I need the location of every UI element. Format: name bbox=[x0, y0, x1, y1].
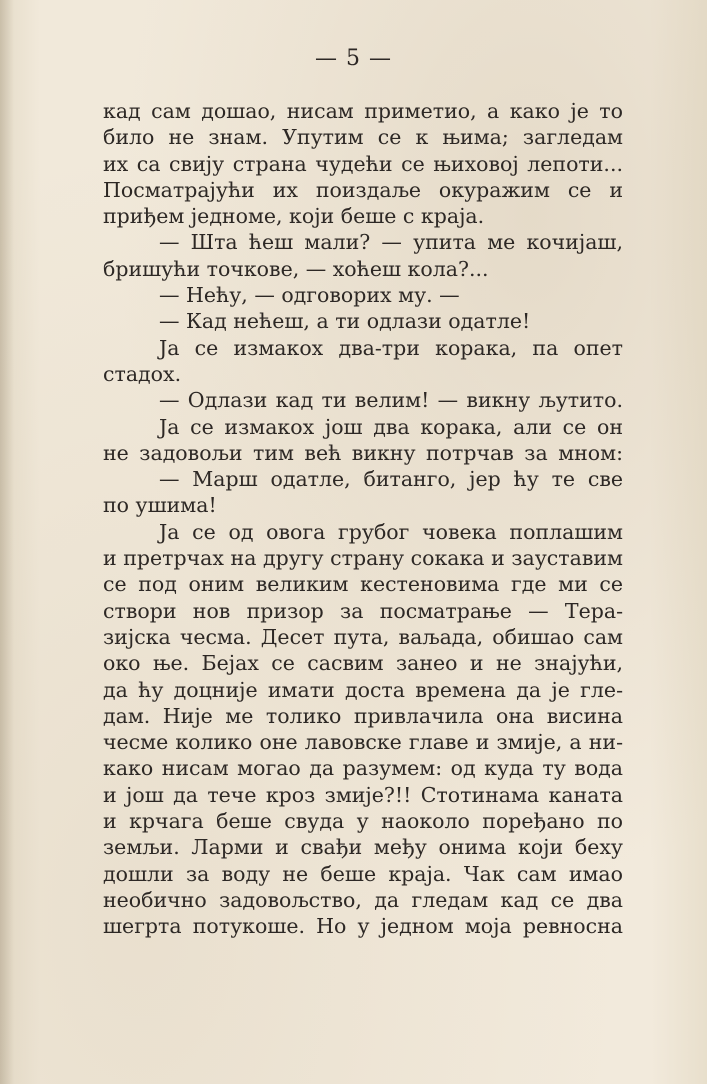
text-line: и претрчах на другу страну сокака и зауставим bbox=[103, 546, 623, 571]
page-number: — 5 — bbox=[315, 46, 392, 71]
text-line: — Нећу, — одговорих му. — bbox=[159, 283, 460, 308]
text-line: Посматрајући их поиздаље окуражим се и bbox=[103, 177, 623, 202]
text-line: бришући точкове, — хоћеш кола?... bbox=[103, 256, 489, 281]
text-line: — Шта ћеш мали? — упита ме кочијаш, bbox=[159, 230, 623, 255]
text-line: кад сам дошао, нисам приметио, а како је то bbox=[103, 99, 623, 123]
text-line: по ушима! bbox=[103, 493, 217, 518]
text-line: се под оним великим кестеновима где ми се bbox=[103, 572, 623, 597]
text-line: — Одлази кад ти велим! — викну љутито. bbox=[159, 388, 623, 413]
text-line: стадох. bbox=[103, 361, 182, 386]
text-line: дошли за воду не беше краја. Чак сам имао bbox=[103, 861, 623, 886]
text-line: Ја се од овога грубог човека поплашим bbox=[159, 519, 623, 544]
text-line: зијска чесма. Десет пута, ваљада, обишао сам bbox=[103, 624, 623, 649]
text-line: како нисам могао да разумем: од куда ту вода bbox=[103, 756, 623, 781]
text-line: чесме колико оне лавовске главе и змије, а ни- bbox=[103, 730, 623, 755]
text-line: Ја се измакох два-три корака, па опет bbox=[159, 335, 623, 360]
text-line: и још да тече кроз змије?!! Стотинама каната bbox=[103, 782, 623, 807]
text-line: — Марш одатле, битанго, јер ћу те све bbox=[159, 467, 623, 492]
text-line: их са свију страна чудећи се њиховој лепоти... bbox=[103, 151, 623, 176]
text-line: и крчага беше свуда у наоколо поређано по bbox=[103, 809, 623, 834]
text-line: — Кад нећеш, а ти одлази одатле! bbox=[159, 309, 531, 334]
text-line: не задовољи тим већ викну потрчав за мном: bbox=[103, 440, 623, 465]
text-line: да ћу доцније имати доста времена да је гле- bbox=[103, 677, 623, 702]
text-line: шегрта потукоше. Но у једном моја ревносна bbox=[103, 914, 623, 939]
text-line: приђем једноме, који беше с краја. bbox=[103, 204, 485, 229]
text-line: Ја се измакох још два корака, али се он bbox=[159, 414, 623, 439]
text-line: земљи. Ларми и свађи међу онима који беху bbox=[103, 835, 623, 860]
body-text bbox=[103, 98, 623, 940]
text-line: необично задовољство, да гледам кад се два bbox=[103, 887, 623, 912]
text-line: било не знам. Упутим се к њима; загледам bbox=[103, 125, 623, 150]
text-line: створи нов призор за посматрање — Тера- bbox=[103, 598, 623, 623]
page-spine-shadow bbox=[0, 0, 14, 1084]
text-line: дам. Није ме толико привлачила она висина bbox=[103, 703, 623, 728]
text-line: око ње. Бејах се сасвим занео и не знајући, bbox=[103, 651, 623, 676]
